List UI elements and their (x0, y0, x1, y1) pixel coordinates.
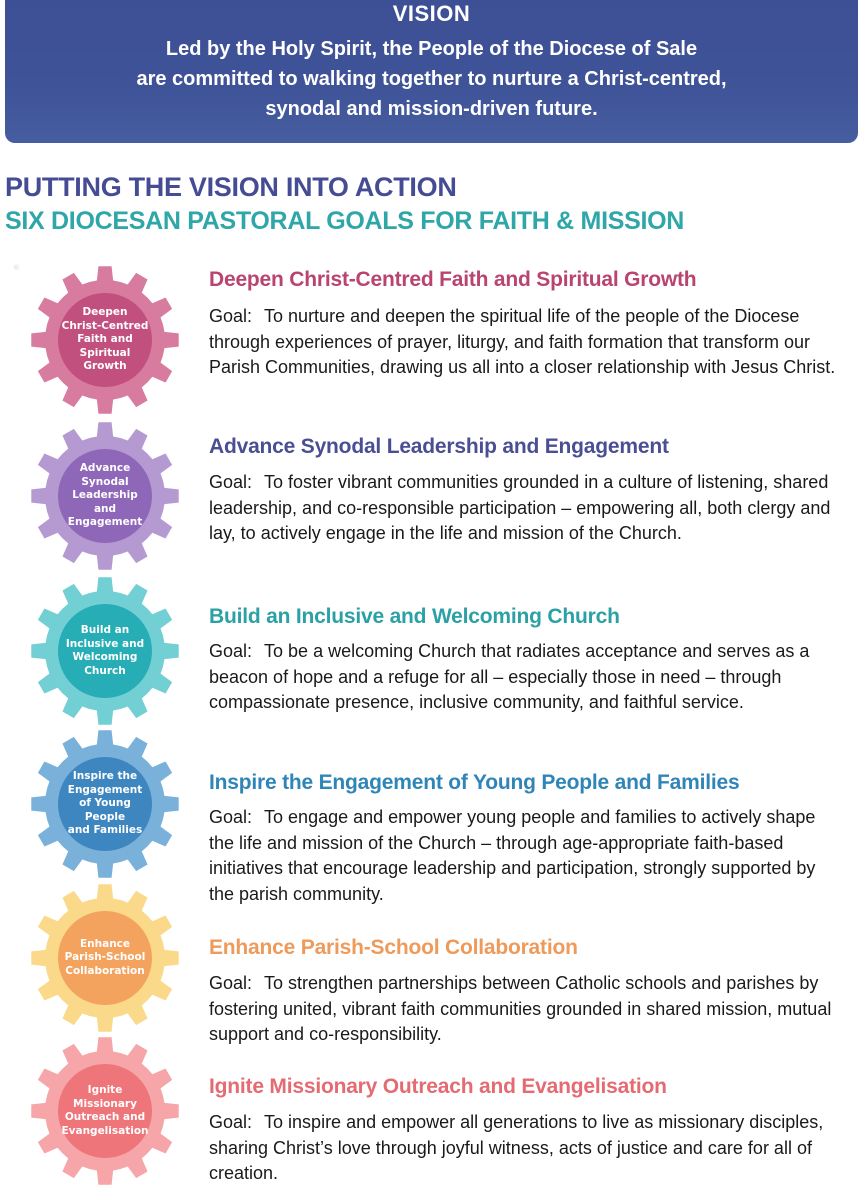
vision-line: Led by the Holy Spirit, the People of the Diocese of Sale (165, 38, 698, 60)
gear-icon (28, 263, 182, 417)
gear-label-line: Collaboration (65, 964, 145, 977)
gear-label-line: Leadership and (72, 489, 138, 515)
gear-label-line: Synodal (81, 475, 129, 488)
goal-description (209, 971, 844, 1048)
goal-title: Ignite Missionary Outreach and Evangelisation (209, 1075, 667, 1098)
goal-description (209, 639, 844, 716)
goal-description (209, 1110, 844, 1187)
goal-title: Inspire the Engagement of Young People and Families (209, 771, 740, 794)
goal-prefix: Goal: (209, 641, 253, 661)
goal-text: To be a welcoming Church that radiates acceptance and serves as a beacon of hope and a refuge for all – especially those in need – through compassionate presence, inclusive community, and faithful service. (209, 641, 810, 712)
gear-label-line: Inspire the (72, 770, 138, 783)
gear-label-line: Church (84, 664, 126, 677)
gear-label-line: Faith and (77, 333, 133, 346)
goal-text: To nurture and deepen the spiritual life of the people of the Diocese through experiences of prayer, liturgy, and faith formation that transform our Parish Communities, drawing us all into a closer relationship with Jesus Christ. (209, 306, 836, 377)
vision-statement (5, 34, 858, 124)
sub-heading: SIX DIOCESAN PASTORAL GOALS FOR FAITH & MISSION (5, 207, 685, 235)
gear-label-line: Advance (79, 462, 131, 475)
gear-label-line: Ignite (87, 1084, 123, 1096)
gear-label-line: Outreach and (64, 1111, 146, 1123)
gear-label-line: Christ-Centred (61, 319, 149, 332)
gear-label (60, 614, 150, 688)
gear-label-line: Parish-School (64, 951, 146, 964)
gear-label (60, 1074, 150, 1148)
goal-title: Build an Inclusive and Welcoming Church (209, 605, 620, 628)
main-heading: PUTTING THE VISION INTO ACTION (5, 172, 457, 202)
goal-text: To foster vibrant communities grounded in a culture of listening, shared leadership, and co-responsible participation – empowering all, both clergy and lay, to actively engage in the life and mission of the Church. (209, 472, 831, 543)
goal-prefix: Goal: (209, 472, 253, 492)
goal-prefix: Goal: (209, 807, 253, 827)
gear-label-line: Build an (80, 624, 130, 636)
goal-prefix: Goal: (209, 973, 253, 993)
goal-text: To strengthen partnerships between Catholic schools and parishes by fostering united, vibrant faith communities grounded in shared mission, mutual support and co-responsibility. (209, 973, 832, 1044)
gear-icon (28, 574, 182, 728)
gear-label-line: Engagement (67, 783, 143, 796)
tiny-mark: ⓒ (14, 265, 20, 271)
gear-label (60, 921, 150, 995)
gear-label (60, 303, 150, 377)
gear-label-line: Engagement (67, 516, 143, 529)
gear-icon (28, 727, 182, 881)
gear-label-line: Missionary (73, 1097, 137, 1110)
gear-label-line: Inclusive and (65, 637, 145, 650)
vision-line: synodal and mission-driven future. (265, 98, 598, 120)
gear-label-line: Deepen (82, 306, 128, 319)
gear-label-line: Spiritual Growth (79, 346, 131, 373)
goal-title: Enhance Parish-School Collaboration (209, 936, 578, 959)
goal-title: Advance Synodal Leadership and Engagement (209, 435, 669, 458)
gear-icon (28, 1034, 182, 1188)
gear-label-line: Enhance (79, 937, 131, 950)
vision-line: are committed to walking together to nurture a Christ-centred, (136, 68, 727, 90)
goal-text: To engage and empower young people and families to actively shape the life and mission of the Church – through age-appropriate faith-based initiatives that encourage leadership and participation, strongly supported by the parish community. (209, 807, 816, 904)
goal-title: Deepen Christ-Centred Faith and Spiritual Growth (209, 268, 697, 291)
goal-prefix: Goal: (209, 1112, 253, 1132)
goal-prefix: Goal: (209, 306, 253, 326)
goal-description (209, 304, 844, 381)
gear-label-line: Welcoming (72, 651, 138, 663)
goal-text: To inspire and empower all generations to live as missionary disciples, sharing Christ’s love through joyful witness, acts of justice and care for all of creation. (209, 1112, 824, 1183)
goal-description (209, 805, 844, 907)
vision-title: VISION (392, 1, 471, 26)
gear-label-line: and Families (67, 824, 143, 837)
gear-label (60, 459, 150, 533)
gear-label (60, 767, 150, 841)
goal-description (209, 470, 844, 547)
gear-icon (28, 419, 182, 573)
gear-icon (28, 881, 182, 1035)
vision-banner (5, 0, 858, 143)
gear-label-line: of Young People (79, 797, 131, 823)
gear-label-line: Evangelisation (61, 1124, 149, 1137)
